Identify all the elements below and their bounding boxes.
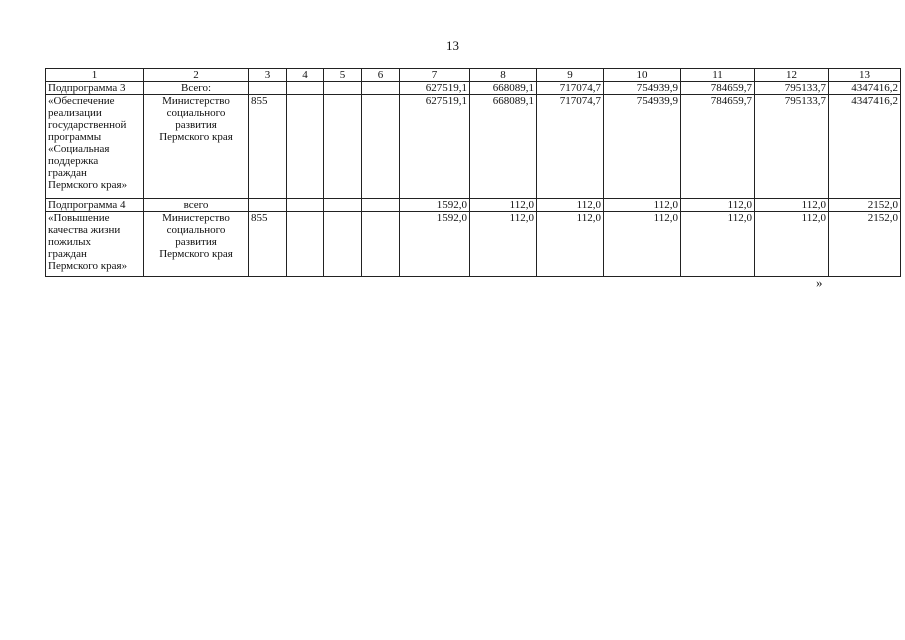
value-cell: 112,0 <box>681 212 755 277</box>
value-cell: 784659,7 <box>681 82 755 95</box>
value-cell: 754939,9 <box>604 82 681 95</box>
header-row <box>46 69 901 82</box>
column-header: 2 <box>144 69 249 82</box>
empty-cell <box>362 95 400 199</box>
empty-cell <box>362 212 400 277</box>
column-header: 1 <box>46 69 144 82</box>
value-cell: 784659,7 <box>681 95 755 199</box>
code-cell: 855 <box>249 95 287 199</box>
value-cell: 627519,1 <box>400 82 470 95</box>
value-cell: 668089,1 <box>470 95 537 199</box>
empty-cell <box>324 212 362 277</box>
empty-cell <box>324 82 362 95</box>
program-name-cell: Подпрограмма 3 <box>46 82 144 95</box>
code-cell <box>249 82 287 95</box>
column-header: 7 <box>400 69 470 82</box>
code-cell <box>249 199 287 212</box>
column-header: 4 <box>287 69 324 82</box>
executor-cell: Всего: <box>144 82 249 95</box>
executor-cell: Министерство социального развития Пермского края <box>144 95 249 199</box>
empty-cell <box>287 199 324 212</box>
table-row <box>46 82 901 95</box>
column-header: 12 <box>755 69 829 82</box>
value-cell: 627519,1 <box>400 95 470 199</box>
empty-cell <box>287 95 324 199</box>
table-row <box>46 199 901 212</box>
column-header: 3 <box>249 69 287 82</box>
value-cell: 2152,0 <box>829 212 901 277</box>
column-header: 5 <box>324 69 362 82</box>
value-cell: 1592,0 <box>400 212 470 277</box>
executor-cell: Министерство социального развития Пермского края <box>144 212 249 277</box>
value-cell: 717074,7 <box>537 95 604 199</box>
closing-quote-mark: » <box>816 275 823 290</box>
column-header: 11 <box>681 69 755 82</box>
value-cell: 112,0 <box>537 199 604 212</box>
code-cell: 855 <box>249 212 287 277</box>
value-cell: 112,0 <box>755 212 829 277</box>
value-cell: 1592,0 <box>400 199 470 212</box>
program-name-cell: «Обеспечение реализации государственной программы «Социальная поддержка граждан Пермского края» <box>46 95 144 199</box>
value-cell: 2152,0 <box>829 199 901 212</box>
budget-table <box>45 68 901 277</box>
value-cell: 112,0 <box>604 212 681 277</box>
value-cell: 112,0 <box>604 199 681 212</box>
empty-cell <box>362 199 400 212</box>
empty-cell <box>362 82 400 95</box>
value-cell: 717074,7 <box>537 82 604 95</box>
value-cell: 112,0 <box>537 212 604 277</box>
empty-cell <box>287 212 324 277</box>
column-header: 8 <box>470 69 537 82</box>
empty-cell <box>287 82 324 95</box>
value-cell: 754939,9 <box>604 95 681 199</box>
value-cell: 4347416,2 <box>829 95 901 199</box>
value-cell: 112,0 <box>755 199 829 212</box>
page-number: 13 <box>446 38 459 53</box>
value-cell: 112,0 <box>470 199 537 212</box>
program-name-cell: «Повышение качества жизни пожилых граждан Пермского края» <box>46 212 144 277</box>
column-header: 13 <box>829 69 901 82</box>
empty-cell <box>324 199 362 212</box>
column-header: 6 <box>362 69 400 82</box>
table-row <box>46 212 901 277</box>
value-cell: 112,0 <box>681 199 755 212</box>
value-cell: 795133,7 <box>755 82 829 95</box>
value-cell: 795133,7 <box>755 95 829 199</box>
value-cell: 112,0 <box>470 212 537 277</box>
empty-cell <box>324 95 362 199</box>
table-row <box>46 95 901 199</box>
program-name-cell: Подпрограмма 4 <box>46 199 144 212</box>
column-header: 9 <box>537 69 604 82</box>
column-header: 10 <box>604 69 681 82</box>
executor-cell: всего <box>144 199 249 212</box>
value-cell: 668089,1 <box>470 82 537 95</box>
value-cell: 4347416,2 <box>829 82 901 95</box>
